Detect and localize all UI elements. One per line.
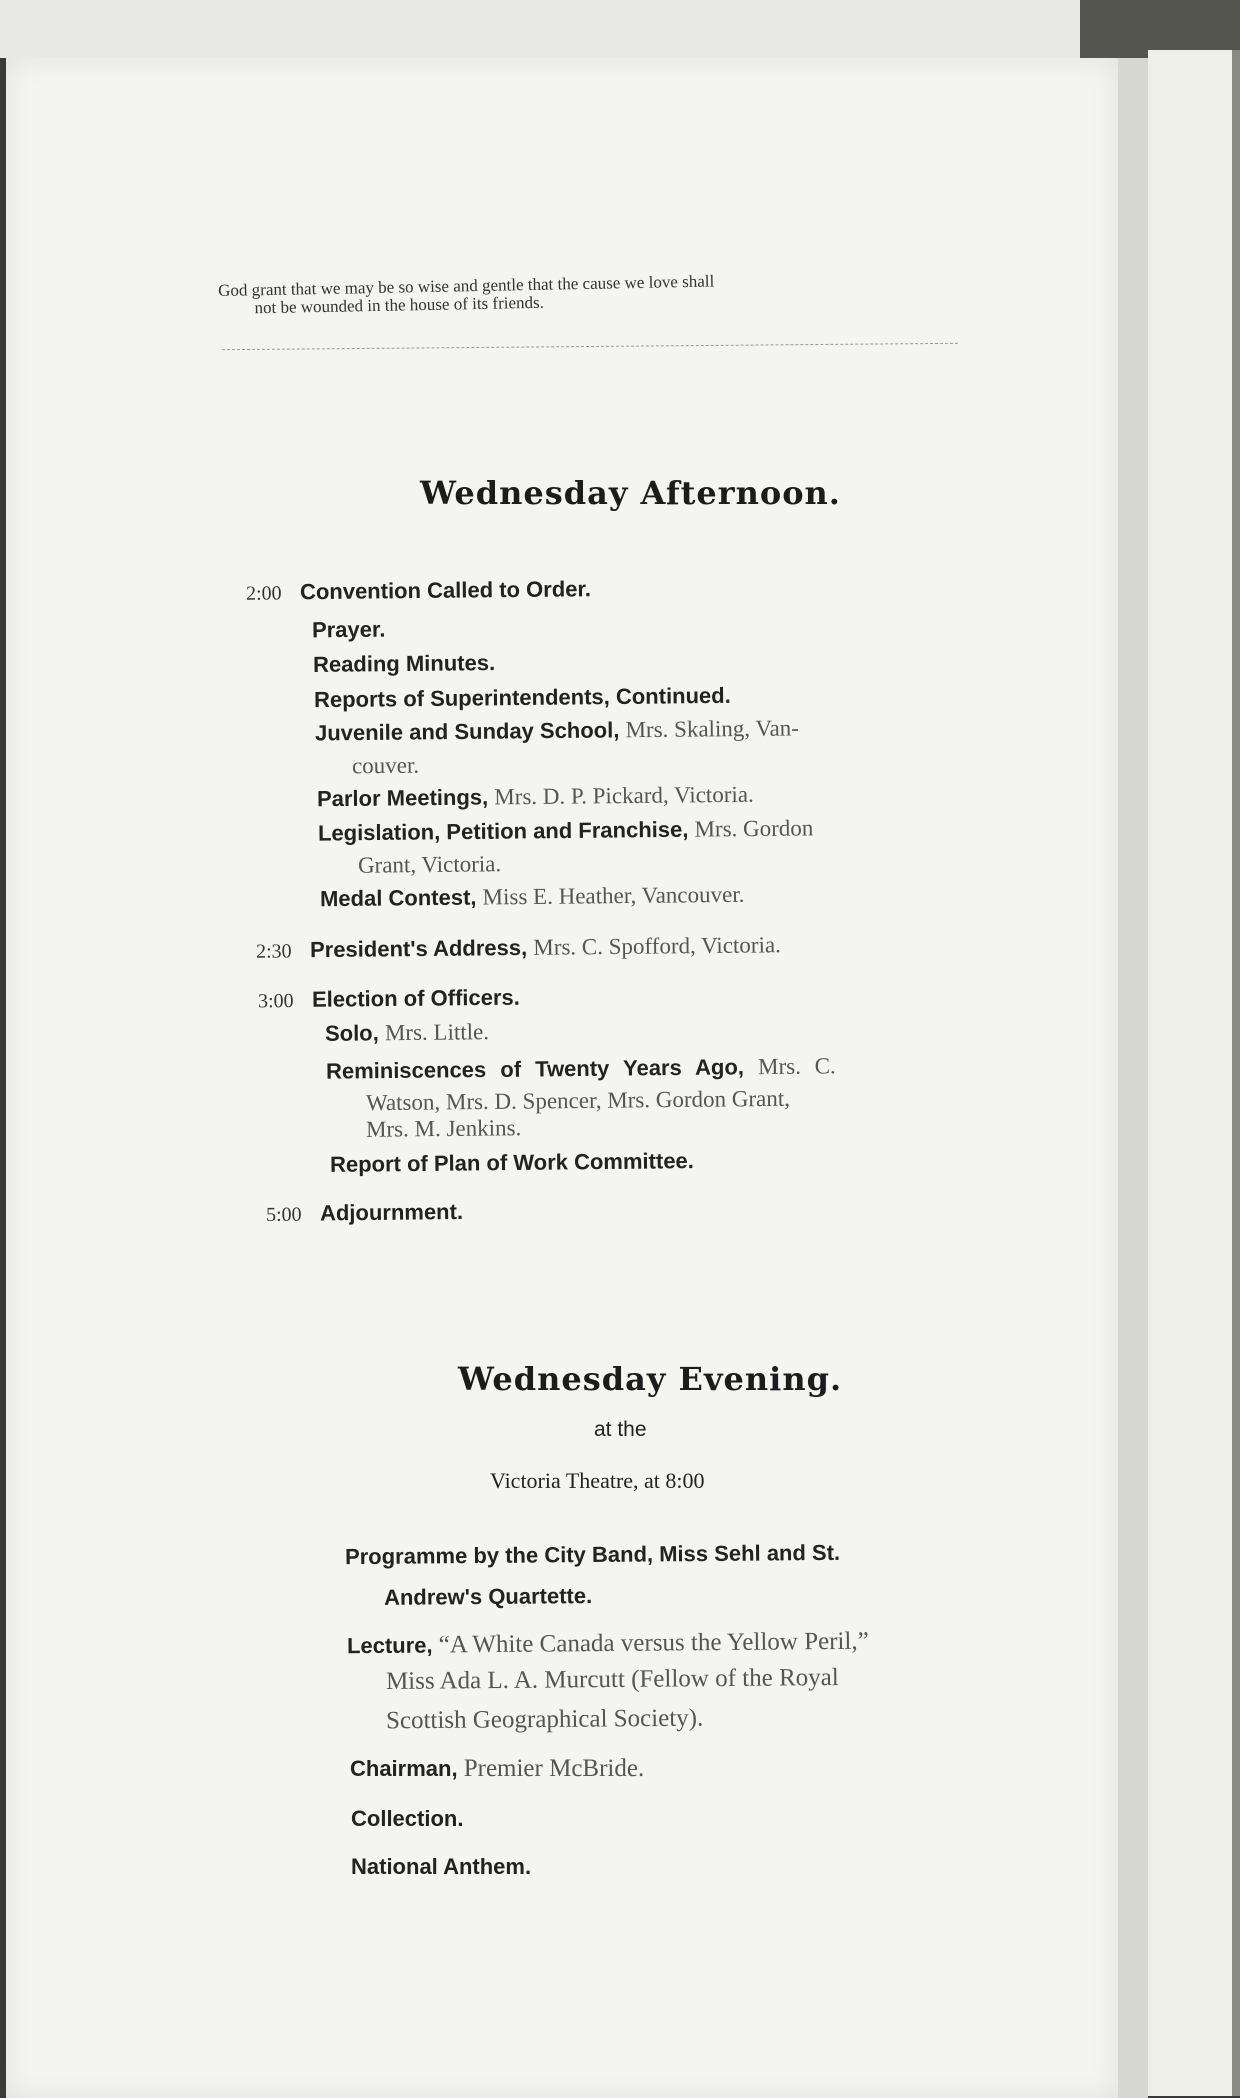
item-detail: Mrs. C. Spofford, Victoria. — [533, 932, 781, 960]
agenda-item — [246, 576, 591, 606]
agenda-item — [325, 1019, 489, 1047]
agenda-item — [318, 815, 814, 846]
item-title: National Anthem. — [351, 1854, 532, 1879]
agenda-item — [313, 650, 495, 678]
agenda-item — [312, 617, 386, 644]
evening-item-continued — [386, 1664, 839, 1696]
evening-item-continued — [386, 1705, 704, 1736]
item-detail: Mrs. Gordon — [694, 815, 814, 842]
item-detail: “A White Canada versus the Yellow Peril,” — [438, 1627, 869, 1659]
scan-top-edge — [0, 0, 1240, 58]
agenda-item — [317, 782, 754, 813]
evening-item-continued — [384, 1583, 592, 1611]
agenda-item-continued — [366, 1086, 790, 1116]
afternoon-heading: Wednesday Afternoon. — [420, 474, 841, 512]
item-title: Reading Minutes. — [312, 650, 496, 677]
page-binding-shadow — [1118, 58, 1148, 2098]
item-title: Adjournment. — [319, 1198, 464, 1226]
evening-item — [351, 1806, 463, 1832]
agenda-item — [330, 1148, 694, 1178]
evening-item — [347, 1628, 869, 1661]
item-time: 2:00 — [245, 582, 282, 605]
item-title: Parlor Meetings, — [316, 784, 489, 812]
item-detail: Mrs. D. P. Pickard, Victoria. — [494, 781, 754, 810]
item-detail: Scottish Geographical Society). — [385, 1704, 704, 1735]
item-detail: Grant, Victoria. — [357, 851, 502, 878]
motto-line-2: not be wounded in the house of its friends. — [254, 292, 545, 318]
agenda-item — [258, 985, 520, 1014]
item-title: Programme by the City Band, Miss Sehl and St. — [344, 1539, 841, 1570]
item-title: Prayer. — [311, 616, 386, 643]
agenda-item — [256, 932, 781, 963]
item-detail: Watson, Mrs. D. Spencer, Mrs. Gordon Grant, — [365, 1085, 791, 1116]
evening-venue: Victoria Theatre, at 8:00 — [490, 1468, 705, 1493]
agenda-item-continued — [366, 1115, 522, 1143]
item-detail: Mrs. M. Jenkins. — [365, 1115, 522, 1142]
item-time: 2:30 — [255, 940, 292, 963]
item-time: 5:00 — [265, 1203, 302, 1227]
item-title: Juvenile and Sunday School, — [314, 717, 620, 746]
item-title: Andrew's Quartette. — [383, 1583, 593, 1610]
agenda-item — [314, 683, 731, 713]
agenda-item — [266, 1199, 463, 1227]
agenda-item — [320, 882, 745, 912]
item-title: President's Address, — [309, 934, 528, 963]
item-title: Election of Officers. — [311, 984, 520, 1012]
evening-subtitle: at the — [594, 1418, 647, 1441]
agenda-item — [326, 1053, 836, 1084]
item-detail: Miss Ada L. A. Murcutt (Fellow of the Royal — [385, 1664, 839, 1695]
evening-item — [350, 1755, 644, 1783]
item-detail: Mrs. Skaling, Van- — [625, 715, 800, 743]
item-title: Medal Contest, — [319, 884, 477, 912]
item-detail: couver. — [351, 752, 420, 779]
agenda-item-continued — [352, 753, 419, 780]
item-title: Reminiscences of Twenty Years Ago, — [325, 1054, 745, 1084]
item-detail: Premier McBride. — [463, 1755, 645, 1782]
agenda-item-continued — [358, 851, 501, 878]
item-detail: Mrs. C. — [757, 1053, 836, 1080]
facing-page — [1148, 50, 1240, 2096]
facing-page-edge — [1232, 50, 1240, 2096]
evening-heading: Wednesday Evening. — [458, 1360, 843, 1398]
item-title: Collection. — [351, 1806, 464, 1831]
evening-item — [351, 1854, 531, 1880]
agenda-item — [315, 715, 799, 746]
item-title: Reports of Superintendents, Continued. — [313, 682, 731, 713]
item-detail: Miss E. Heather, Vancouver. — [482, 881, 745, 910]
item-time: 3:00 — [257, 989, 294, 1013]
item-title: Report of Plan of Work Committee. — [329, 1148, 694, 1177]
motto-line-1: God grant that we may be so wise and gentle that the cause we love shall — [217, 271, 715, 300]
item-title: Chairman, — [350, 1756, 458, 1781]
item-title: Legislation, Petition and Franchise, — [317, 816, 689, 846]
item-title: Convention Called to Order. — [299, 576, 592, 605]
evening-item — [345, 1540, 840, 1570]
item-title: Solo, — [324, 1020, 379, 1046]
item-detail: Mrs. Little. — [384, 1019, 490, 1046]
item-title: Lecture, — [346, 1632, 433, 1659]
